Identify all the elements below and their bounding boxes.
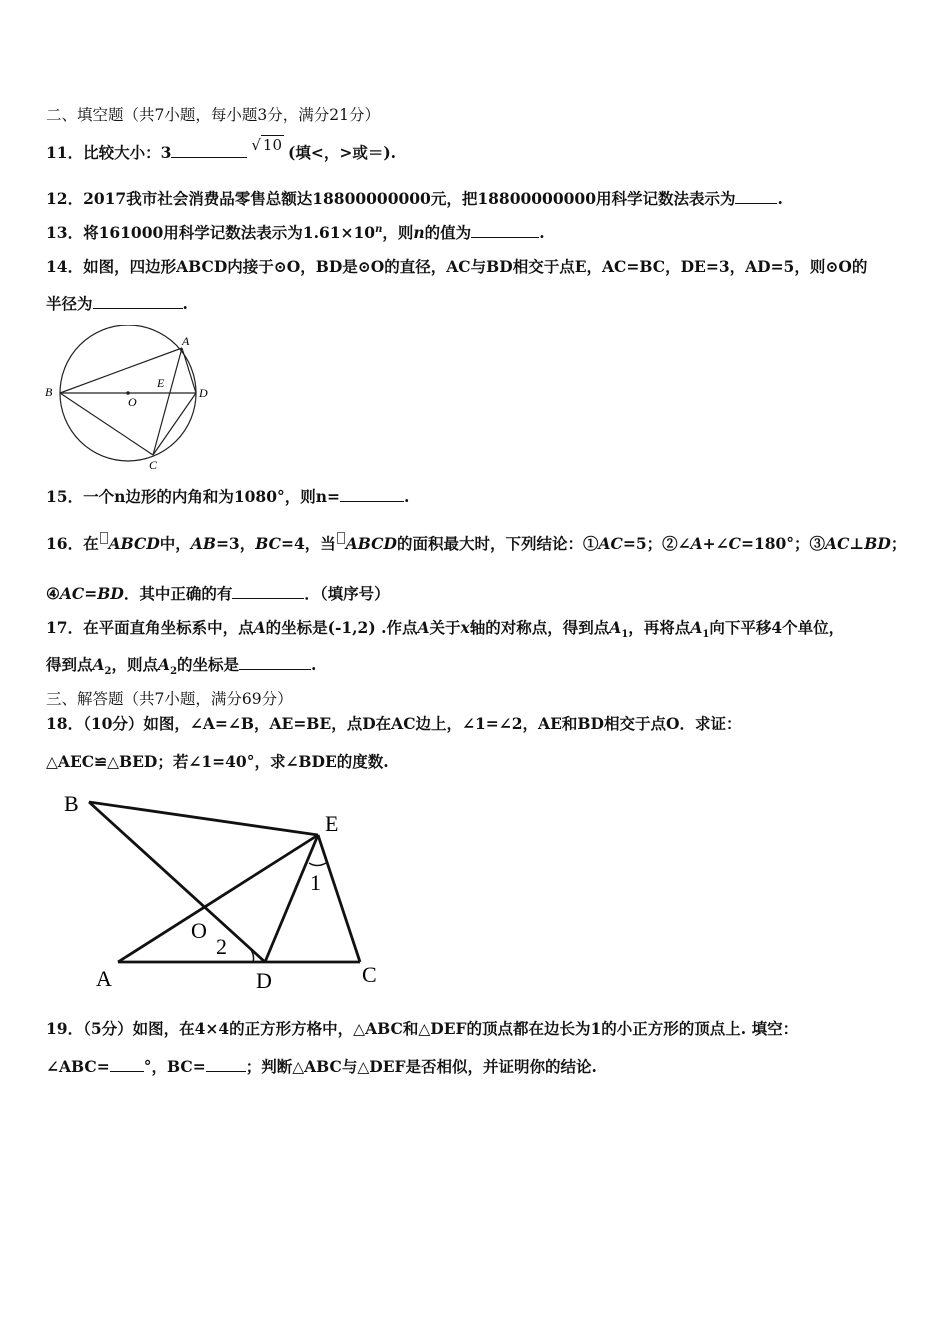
q19-blank-bc <box>206 1057 246 1072</box>
segment-be <box>89 802 318 835</box>
q17-l2c: 的坐标是 <box>177 655 240 674</box>
q16-l2d: ．（填序号） <box>304 584 390 603</box>
q17-x: x <box>460 618 470 637</box>
label-e: E <box>157 376 165 390</box>
q16-bc-v: =4，当 <box>280 534 336 553</box>
label-b: B <box>45 385 53 399</box>
q15-end: . <box>404 487 410 506</box>
q15-text: 15．一个n边形的内角和为1080°，则n= <box>46 487 340 506</box>
q12-text: 12．2017我市社会消费品零售总额达18800000000元，把18800000000用科学记数法表示为 <box>46 189 736 208</box>
q17-point-a: A <box>253 618 266 637</box>
q11-suffix: (填<，>或＝). <box>288 143 397 162</box>
q17-sub2: 2 <box>104 666 112 678</box>
parallelogram-symbol <box>100 532 108 544</box>
q16-c3v: ； <box>890 534 907 553</box>
q17-l2b: ，则点 <box>111 655 159 674</box>
q16-abcd: ABCD <box>108 534 160 553</box>
q17-end: . <box>311 655 317 674</box>
question-13 <box>46 221 545 243</box>
q17-l2a: 得到点 <box>46 655 93 674</box>
segment-bc <box>60 393 153 455</box>
q13-text-b: ，则 <box>382 223 414 242</box>
q13-text-c: 的值为 <box>424 223 472 242</box>
question-11 <box>46 136 397 163</box>
figure-18-triangles <box>56 786 396 996</box>
q17-b: 的坐标是(-1,2) .作点 <box>265 618 418 637</box>
q15-blank <box>340 487 404 502</box>
q14-line2-text: 半径为 <box>46 294 93 313</box>
label-d: D <box>199 386 208 400</box>
question-16-line2 <box>46 582 390 604</box>
label-b: B <box>64 791 79 816</box>
question-19-line2 <box>46 1055 597 1077</box>
q16-c2b: +∠ <box>702 534 729 553</box>
label-angle-1: 1 <box>310 870 321 895</box>
q17-point-a-2: A <box>417 618 430 637</box>
q14-end: . <box>182 294 188 313</box>
q17-f: 向下平移4个单位， <box>709 618 845 637</box>
question-15 <box>46 485 409 507</box>
label-o: O <box>128 395 137 409</box>
q16-c2v: =180°；③ <box>740 534 826 553</box>
section-2-heading: 二、填空题（共7小题，每小题3分，满分21分） <box>46 106 380 124</box>
q17-blank <box>239 655 311 670</box>
question-16-line1 <box>46 532 906 554</box>
q16-c1v: =5；②∠ <box>622 534 691 553</box>
q19-b: °，BC= <box>143 1057 206 1076</box>
segment-dc <box>153 393 196 455</box>
q16-a: 16．在 <box>46 534 99 553</box>
q13-var: n <box>413 223 425 242</box>
segment-bd <box>89 802 265 962</box>
q13-blank <box>471 223 539 238</box>
q19-c: ；判断△ABC与△DEF是否相似，并证明你的结论. <box>245 1057 597 1076</box>
q12-blank <box>735 189 777 204</box>
q17-c: 关于 <box>429 618 461 637</box>
q14-blank <box>93 294 183 309</box>
question-19-line1: 19．（5分）如图，在4×4的正方形方格中，△ABC和△DEF的顶点都在边长为1的小正方形的顶点上. 填空： <box>46 1019 799 1038</box>
q17-d: 轴的对称点，得到点 <box>469 618 610 637</box>
q16-c: 中， <box>159 534 191 553</box>
label-o: O <box>191 918 207 943</box>
q16-c3: AC⊥BD <box>825 534 891 553</box>
q16-c2c: C <box>728 534 741 553</box>
question-18-line2: △AEC≌△BED；若∠1=40°，求∠BDE的度数. <box>46 752 389 771</box>
label-a: A <box>182 334 190 348</box>
q17-a2: A <box>92 655 105 674</box>
label-angle-2: 2 <box>216 934 227 959</box>
q11-prefix: 11．比较大小：3 <box>46 143 172 162</box>
q13-end: . <box>539 223 545 242</box>
q11-blank <box>171 143 247 158</box>
q12-end: . <box>777 189 783 208</box>
segment-ec <box>318 835 360 962</box>
q16-abcd-2: ABCD <box>345 534 397 553</box>
q16-l2c: ．其中正确的有 <box>123 584 233 603</box>
q17-a1: A <box>609 618 622 637</box>
q16-l2a: ④ <box>46 584 60 603</box>
q17-a1-2: A <box>690 618 703 637</box>
segment-ad <box>182 348 196 393</box>
q16-c1: AC <box>598 534 623 553</box>
label-e: E <box>325 811 339 836</box>
q13-exponent: n <box>375 223 383 235</box>
q19-blank-angle <box>110 1057 144 1072</box>
question-14-line1: 14．如图，四边形ABCD内接于⊙O，BD是⊙O的直径，AC与BD相交于点E，AC=BC，DE=3，AD=5，则⊙O的 <box>46 257 868 276</box>
q16-e: 的面积最大时，下列结论：① <box>396 534 599 553</box>
angle-1-arc <box>309 863 326 866</box>
q17-sub2-2: 2 <box>170 666 178 678</box>
question-17-line2 <box>46 653 316 677</box>
q16-ab-v: =3， <box>215 534 256 553</box>
label-d: D <box>256 968 272 993</box>
q16-ab: AB <box>190 534 216 553</box>
q16-blank <box>232 584 304 599</box>
q17-sub1-2: 1 <box>702 629 710 641</box>
parallelogram-symbol <box>337 532 345 544</box>
label-c: C <box>149 458 158 472</box>
segment-de <box>265 835 318 962</box>
section-3-heading: 三、解答题（共7小题，满分69分） <box>46 690 293 708</box>
q16-c2a: A <box>690 534 703 553</box>
q17-a: 17．在平面直角坐标系中，点 <box>46 618 254 637</box>
q19-a: ∠ABC= <box>46 1057 110 1076</box>
figure-14-circle <box>42 325 217 473</box>
question-18-line1: 18．（10分）如图，∠A=∠B，AE=BE，点D在AC边上，∠1=∠2，AE和BD相交于点O．求证： <box>46 714 742 733</box>
question-14-line2 <box>46 292 188 314</box>
q17-a2-2: A <box>158 655 171 674</box>
sqrt-10: √ 10 <box>251 136 283 154</box>
label-c: C <box>362 962 377 987</box>
q16-l2b: AC=BD <box>59 584 124 603</box>
q13-text-a: 13．将161000用科学记数法表示为1.61×10 <box>46 223 376 242</box>
label-a: A <box>96 966 112 991</box>
question-17-line1 <box>46 616 844 640</box>
question-12 <box>46 187 783 209</box>
q17-e: ，再将点 <box>628 618 691 637</box>
q16-bc: BC <box>255 534 281 553</box>
q17-sub1: 1 <box>621 629 629 641</box>
